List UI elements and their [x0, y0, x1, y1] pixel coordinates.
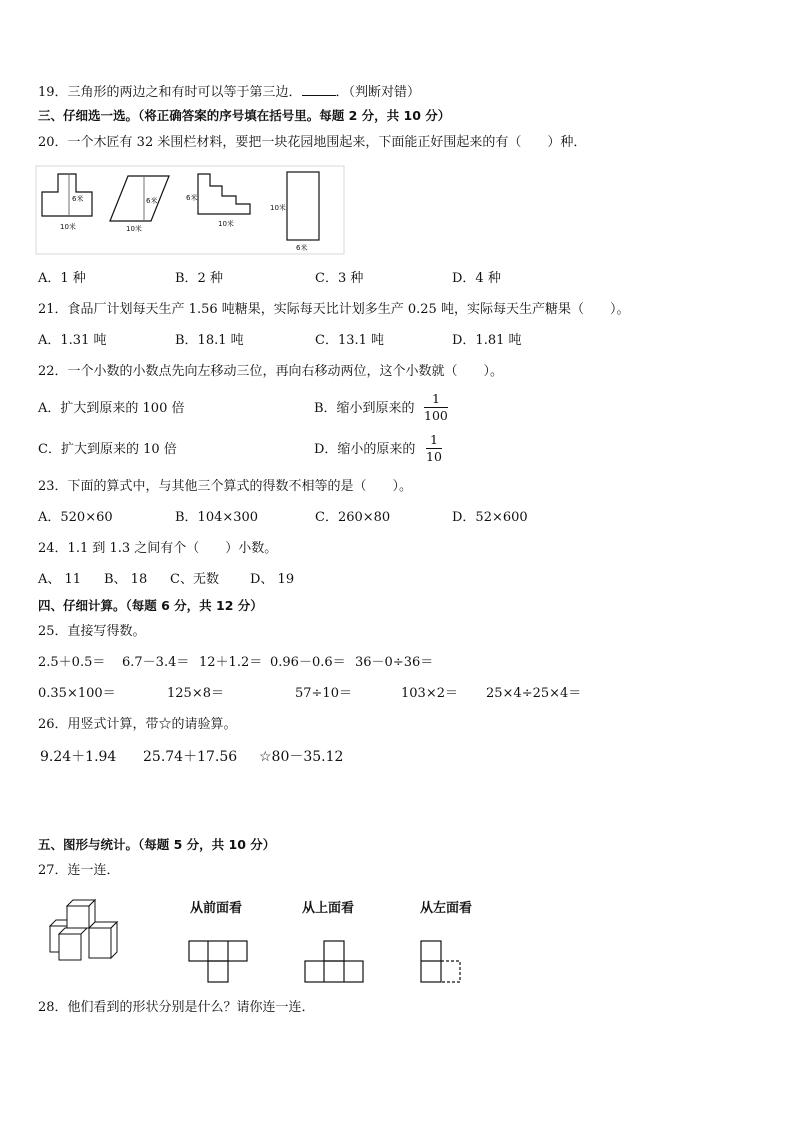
fraction-1-10 [426, 433, 442, 464]
question-28-stem: 28．他们看到的形状分别是什么？请你连一连． [38, 1000, 315, 1015]
calc-item: 125×8＝ [167, 686, 224, 701]
denominator: 100 [424, 408, 448, 423]
label-w10a: 10米 [60, 223, 76, 231]
calc-item: 57÷10＝ [295, 686, 352, 701]
option-c[interactable]: C．扩大到原来的 10 倍 [38, 442, 177, 457]
view-label-left: 从左面看 [420, 901, 473, 916]
question-26-stem: 26．用竖式计算，带☆的请验算。 [38, 717, 237, 732]
question-20-stem: 20．一个木匠有 32 米围栏材料，要把一块花园地围起来，下面能正好围起来的有（ ）种． [38, 135, 587, 150]
question-20-figure [36, 166, 346, 256]
calc-item: 0.35×100＝ [38, 686, 116, 701]
left-view-shape[interactable] [420, 940, 464, 984]
question-22-stem: 22．一个小数的小数点先向左移动三位，再向右移动两位，这个小数就（ ）。 [38, 364, 504, 379]
option-a[interactable]: A．520×60 [38, 510, 113, 525]
label-w10c: 10米 [218, 220, 234, 228]
option-b[interactable]: B、 18 [104, 572, 148, 587]
option-d[interactable]: D．1.81 吨 [452, 333, 522, 348]
option-c[interactable]: C、无数 [170, 572, 219, 587]
calc-item: 12＋1.2＝ [199, 655, 263, 670]
label-h10d: 10米 [270, 204, 286, 212]
numerator: 1 [431, 391, 440, 406]
question-19-suffix: ．（判断对错） [335, 85, 421, 100]
denominator: 10 [426, 449, 442, 464]
fraction-1-100 [424, 392, 448, 423]
label-w6d: 6米 [296, 244, 308, 252]
calc-item: 2.5＋0.5＝ [38, 655, 106, 670]
question-24-stem: 24．1.1 到 1.3 之间有个（ ）小数。 [38, 541, 278, 556]
question-19 [38, 82, 420, 102]
option-a[interactable]: A、 11 [38, 572, 82, 587]
section-5-heading: 五、图形与统计。（每题 5 分，共 10 分） [38, 837, 276, 852]
option-d[interactable]: D．缩小的原来的 [314, 442, 416, 457]
option-d[interactable]: D．4 种 [452, 271, 501, 286]
option-a[interactable]: A．扩大到原来的 100 倍 [38, 401, 185, 416]
view-label-front: 从前面看 [190, 901, 243, 916]
option-b[interactable]: B．104×300 [175, 510, 259, 525]
option-c[interactable]: C．260×80 [315, 510, 391, 525]
calc-item: 36－0÷36＝ [355, 655, 434, 670]
section-3-heading: 三、仔细选一选。（将正确答案的序号填在括号里。每题 2 分，共 10 分） [38, 108, 451, 123]
calc-item: 6.7－3.4＝ [122, 655, 190, 670]
vertical-calc-item: 9.24＋1.94 [40, 749, 117, 765]
option-b[interactable]: B．2 种 [175, 271, 223, 286]
calc-item: 25×4÷25×4＝ [486, 686, 582, 701]
option-c[interactable]: C．3 种 [315, 271, 364, 286]
vertical-calc-item: ☆80－35.12 [259, 749, 344, 765]
question-25-stem: 25．直接写得数。 [38, 624, 146, 639]
option-d[interactable]: D、 19 [250, 572, 295, 587]
section-4-heading: 四、仔细计算。（每题 6 分，共 12 分） [38, 598, 263, 613]
numerator: 1 [429, 432, 438, 447]
calc-item: 103×2＝ [401, 686, 458, 701]
option-b[interactable]: B．18.1 吨 [175, 333, 244, 348]
option-a[interactable]: A．1.31 吨 [38, 333, 107, 348]
top-view-shape[interactable] [304, 940, 366, 984]
view-label-top: 从上面看 [302, 901, 355, 916]
question-19-text: 19．三角形的两边之和有时可以等于第三边． [38, 85, 302, 100]
label-h6c: 6米 [186, 194, 198, 202]
cube-stack-figure [42, 898, 132, 966]
answer-blank[interactable] [302, 82, 336, 96]
question-23-stem: 23．下面的算式中，与其他三个算式的得数不相等的是（ ）。 [38, 479, 413, 494]
label-w10b: 10米 [126, 225, 142, 233]
option-b[interactable]: B．缩小到原来的 [314, 401, 415, 416]
question-27-stem: 27．连一连． [38, 863, 120, 878]
option-a[interactable]: A．1 种 [38, 271, 86, 286]
option-c[interactable]: C．13.1 吨 [315, 333, 385, 348]
calc-item: 0.96－0.6＝ [270, 655, 346, 670]
option-d[interactable]: D．52×600 [452, 510, 528, 525]
label-h6a: 6米 [72, 195, 84, 203]
label-h6b: 6米 [146, 197, 158, 205]
front-view-shape[interactable] [188, 940, 250, 984]
vertical-calc-item: 25.74＋17.56 [143, 749, 238, 765]
question-21-stem: 21．食品厂计划每天生产 1.56 吨糖果，实际每天比计划多生产 0.25 吨，实际每天生产糖果（ ）。 [38, 302, 630, 317]
